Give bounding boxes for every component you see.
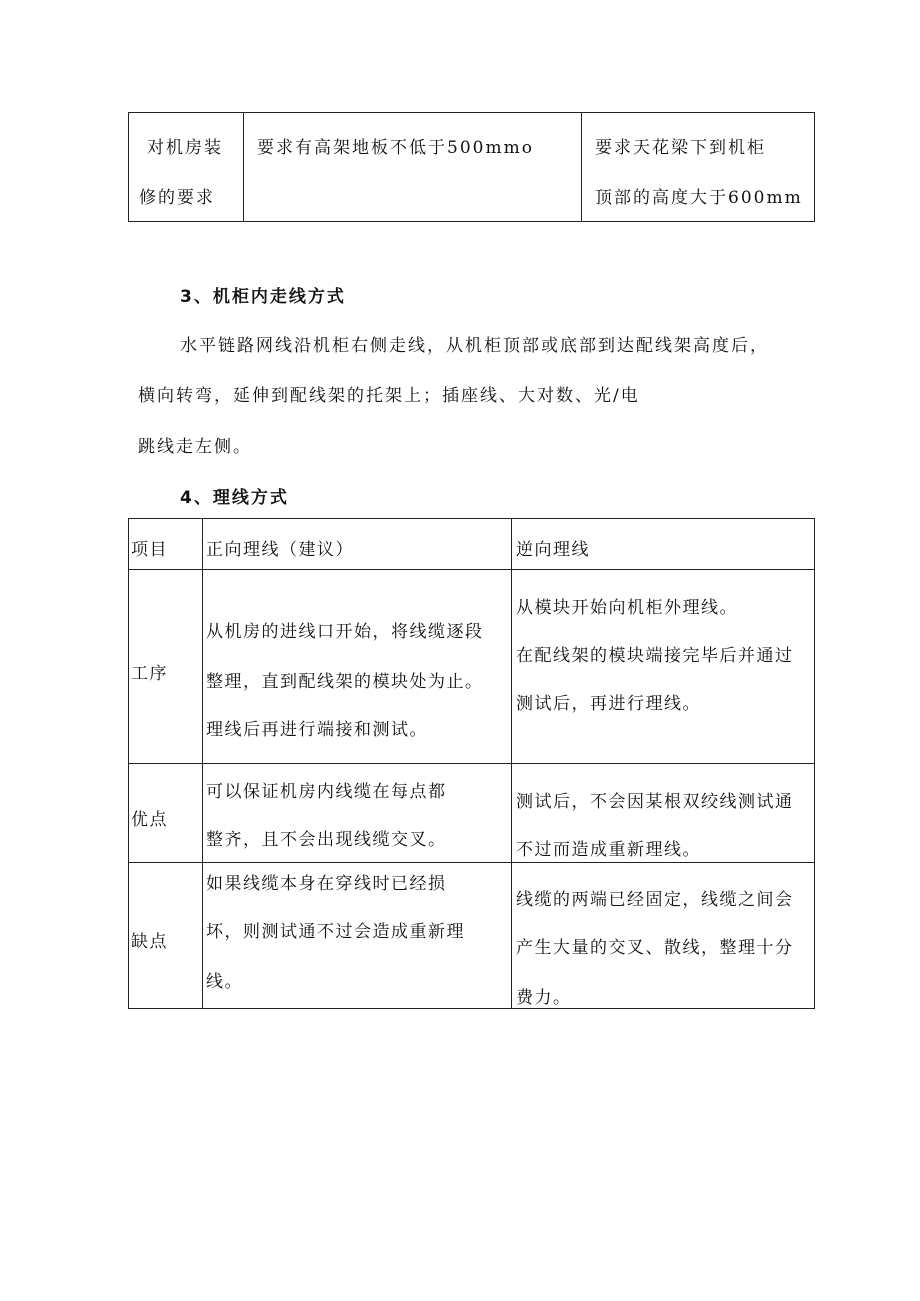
section3-heading: 3、机柜内走线方式 — [180, 287, 346, 307]
advantages-forward-line1: 可以保证机房内线缆在每点都 — [206, 782, 447, 802]
table-divider — [243, 113, 244, 221]
section3-paragraph-line3: 跳线走左侧。 — [138, 437, 252, 457]
row-label-advantages: 优点 — [131, 810, 168, 830]
process-reverse-line3: 测试后，再进行理线。 — [516, 694, 701, 714]
room-label-line1: 对机房装 — [147, 138, 223, 158]
table-divider — [129, 569, 814, 570]
process-forward-line2: 整理，直到配线架的模块处为止。 — [206, 672, 484, 692]
process-forward-line3: 理线后再进行端接和测试。 — [206, 720, 428, 740]
row-label-process: 工序 — [131, 664, 168, 684]
disadvantages-reverse-line3: 费力。 — [516, 988, 572, 1008]
table-divider — [581, 113, 582, 221]
section3-paragraph-line1: 水平链路网线沿机柜右侧走线，从机柜顶部或底部到达配线架高度后， — [180, 336, 769, 356]
table-divider — [129, 763, 814, 764]
process-reverse-line1: 从模块开始向机柜外理线。 — [516, 598, 738, 618]
disadvantages-forward-line3: 线。 — [206, 972, 243, 992]
header-item: 项目 — [131, 540, 168, 560]
section4-heading: 4、理线方式 — [180, 488, 289, 508]
ceiling-requirement-line2: 顶部的高度大于600mm — [595, 188, 803, 208]
header-reverse: 逆向理线 — [516, 540, 590, 560]
disadvantages-forward-line1: 如果线缆本身在穿线时已经损 — [206, 874, 447, 894]
section3-paragraph-line2: 横向转弯，延伸到配线架的托架上；插座线、大对数、光/电 — [138, 386, 640, 406]
process-forward-line1: 从机房的进线口开始，将线缆逐段 — [206, 622, 484, 642]
advantages-reverse-line2: 不过而造成重新理线。 — [516, 840, 701, 860]
table-divider — [129, 862, 814, 863]
disadvantages-forward-line2: 坏，则测试通不过会造成重新理 — [206, 922, 465, 942]
advantages-reverse-line1: 测试后，不会因某根双绞线测试通 — [516, 792, 794, 812]
row-label-disadvantages: 缺点 — [131, 932, 168, 952]
header-forward: 正向理线（建议） — [206, 540, 354, 560]
disadvantages-reverse-line1: 线缆的两端已经固定，线缆之间会 — [516, 890, 794, 910]
cable-management-table — [128, 518, 815, 1009]
advantages-forward-line2: 整齐，且不会出现线缆交叉。 — [206, 830, 447, 850]
disadvantages-reverse-line2: 产生大量的交叉、散线，整理十分 — [516, 938, 794, 958]
process-reverse-line2: 在配线架的模块端接完毕后并通过 — [516, 646, 794, 666]
raised-floor-requirement: 要求有高架地板不低于500mmo — [257, 138, 534, 158]
ceiling-requirement-line1: 要求天花梁下到机柜 — [595, 138, 766, 158]
room-label-line2: 修的要求 — [139, 188, 215, 208]
room-requirement-table — [128, 112, 815, 222]
